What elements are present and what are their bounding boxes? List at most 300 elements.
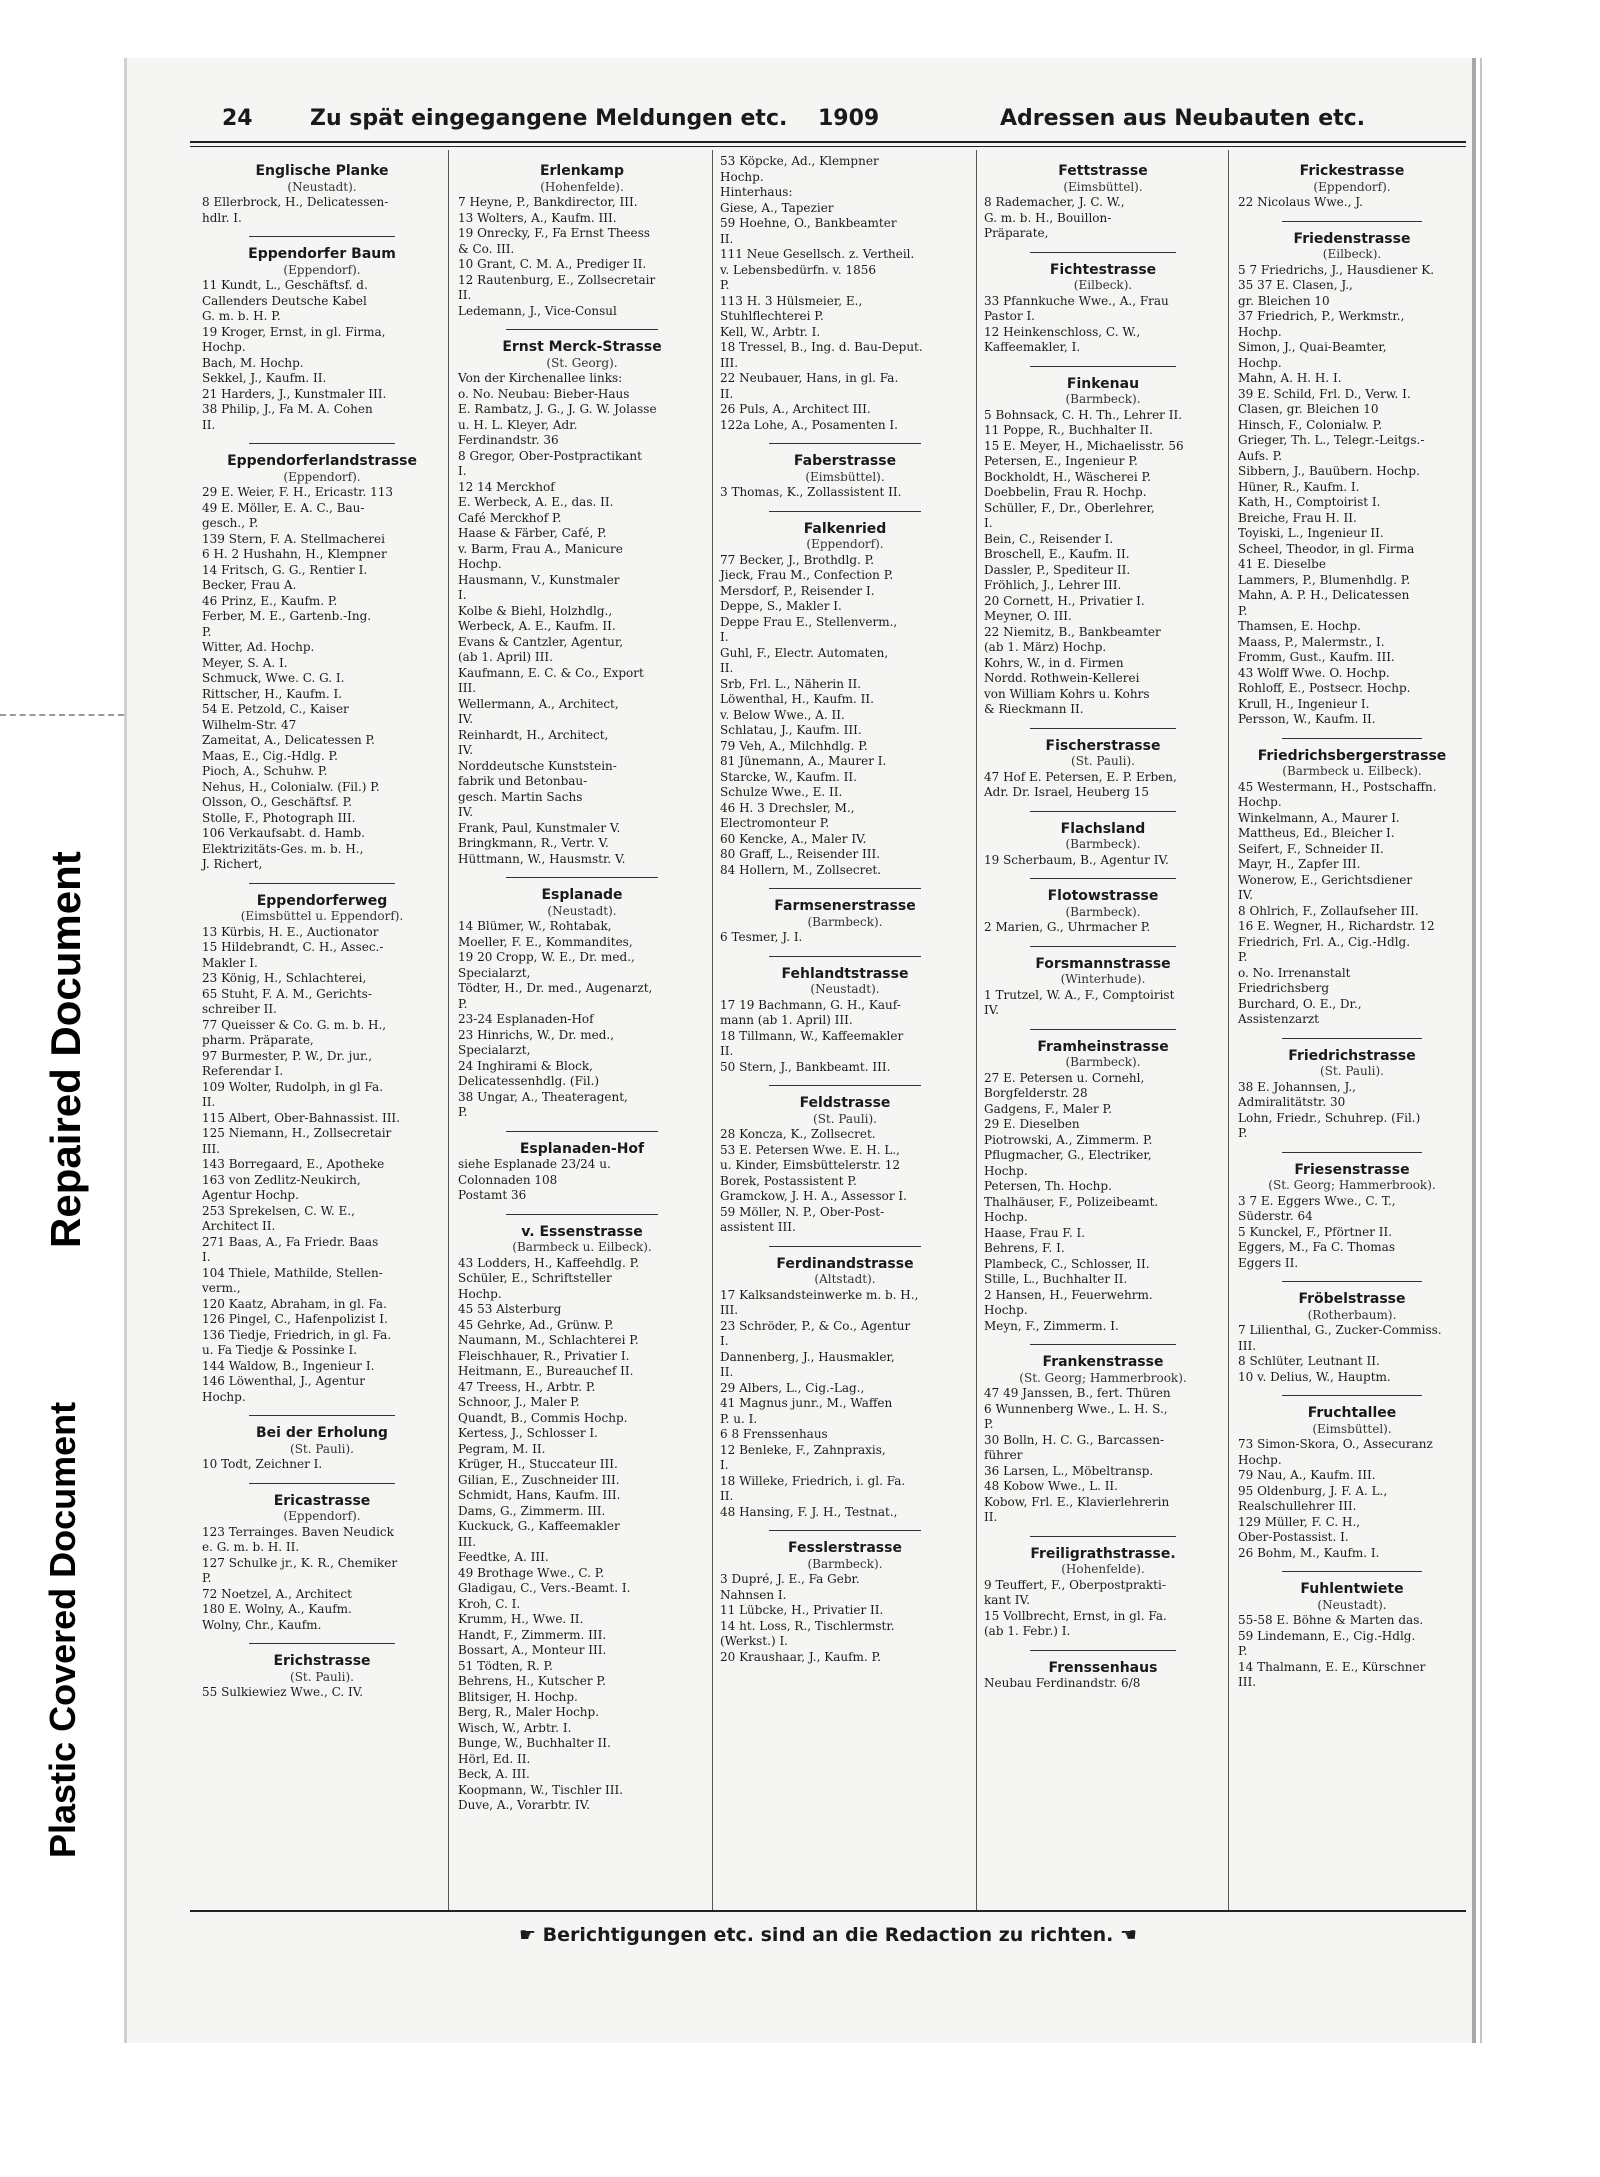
street-title: Finkenau (1066, 375, 1140, 392)
street-title: Friedrichstrasse (1288, 1047, 1416, 1064)
address-entry: 45 Gehrke, Ad., Grünw. P. (458, 1317, 614, 1332)
address-entry: P. (458, 996, 468, 1011)
address-entry: Hochp. (458, 557, 502, 571)
address-entry: Pegram, M. II. (458, 1441, 546, 1456)
address-entry: III. (720, 1303, 739, 1317)
address-entry: u. Fa Tiedje & Possinke I. (202, 1343, 358, 1357)
address-entry: Norddeutsche Kunststein- (458, 758, 617, 773)
address-entry: 35 37 E. Clasen, J., (1238, 278, 1353, 292)
address-entry: Café Merckhof P. (458, 510, 562, 525)
address-entry: Behrens, H., Kutscher P. (458, 1674, 606, 1688)
address-entry: 22 Neubauer, Hans, in gl. Fa. (720, 371, 899, 385)
section-divider (1030, 1344, 1175, 1345)
address-entry: Stolle, F., Photograph III. (202, 810, 356, 825)
address-entry: Neubau Ferdinandstr. 6/8 (984, 1676, 1141, 1690)
address-entry: 38 E. Johannsen, J., (1238, 1079, 1356, 1094)
address-entry: Realschullehrer III. (1238, 1499, 1357, 1513)
address-entry: Duve, A., Vorarbtr. IV. (458, 1798, 591, 1812)
address-entry: 14 Fritsch, G. G., Rentier I. (202, 562, 368, 577)
address-entry: Pastor I. (984, 309, 1035, 323)
district-label: (Neustadt). (810, 982, 880, 996)
address-entry: Tödter, H., Dr. med., Augenarzt, (458, 981, 653, 995)
column-divider (976, 150, 977, 1910)
address-entry: Delicatessenhdlg. (Fil.) (458, 1074, 600, 1088)
district-label: (Altstadt). (814, 1272, 876, 1286)
address-entry: 95 Oldenburg, J. F. A. L., (1238, 1483, 1388, 1498)
address-entry: 7 Heyne, P., Bankdirector, III. (458, 195, 638, 209)
address-entry: Gladigau, C., Vers.-Beamt. I. (458, 1581, 631, 1595)
address-entry: Hochp. (984, 1303, 1028, 1317)
address-entry: Hochp. (984, 1210, 1028, 1224)
address-entry: 12 Benleke, F., Zahnpraxis, (720, 1442, 886, 1457)
address-entry: 11 Lübcke, H., Privatier II. (720, 1603, 884, 1617)
street-title: Falkenried (803, 520, 887, 537)
cut-line (0, 714, 124, 716)
address-entry: 180 E. Wolny, A., Kaufm. (202, 1602, 352, 1616)
address-entry: & Co. III. (458, 241, 515, 256)
address-entry: Electromonteur P. (720, 816, 830, 830)
address-entry: kant IV. (984, 1593, 1030, 1607)
address-entry: 12 Heinkenschloss, C. W., (984, 324, 1141, 339)
address-entry: Beck, A. III. (458, 1767, 530, 1781)
district-label: (St. Georg; Hammerbrook). (1019, 1370, 1187, 1385)
address-entry: 33 Pfannkuche Wwe., A., Frau (984, 293, 1169, 308)
address-entry: Dassler, P., Spediteur II. (984, 562, 1131, 577)
address-entry: III. (458, 1534, 477, 1549)
address-entry: 123 Terrainges. Baven Neudick (202, 1524, 394, 1539)
section-divider (769, 511, 921, 512)
district-label: (Eppendorf). (806, 537, 884, 551)
address-entry: u. Kinder, Eimsbüttelerstr. 12 (720, 1158, 900, 1172)
address-entry: Wonerow, E., Gerichtsdiener (1238, 872, 1413, 887)
address-entry: e. G. m. b. H. II. (202, 1540, 300, 1554)
address-entry: 43 Wolff Wwe. O. Hochp. (1238, 665, 1390, 680)
footer-note (190, 1924, 1466, 1946)
address-entry: 9 Teuffert, F., Oberpostprakti- (984, 1577, 1166, 1592)
address-entry: 10 v. Delius, W., Hauptm. (1238, 1369, 1391, 1384)
address-entry: Rittscher, H., Kaufm. I. (202, 686, 343, 701)
address-entry: 2 Marien, G., Uhrmacher P. (984, 920, 1151, 934)
address-entry: Süderstr. 64 (1238, 1209, 1313, 1223)
street-title: Esplanaden-Hof (519, 1140, 645, 1157)
address-entry: Ferdinandstr. 36 (458, 433, 559, 447)
address-entry: hdlr. I. (202, 210, 242, 225)
address-entry: 48 Kobow Wwe., L. II. (984, 1479, 1118, 1493)
column-4 (982, 154, 1224, 1692)
column-3 (718, 154, 972, 1665)
address-entry: Winkelmann, A., Maurer I. (1238, 810, 1400, 825)
street-title: Friedrichsbergerstrasse (1257, 747, 1447, 764)
address-entry: P. u. I. (720, 1411, 758, 1426)
district-label: (Barmbeck). (807, 914, 883, 929)
address-entry: 19 Onrecky, F., Fa Ernst Theess (458, 226, 650, 240)
address-entry: 73 Simon-Skora, O., Assecuranz (1238, 1437, 1433, 1451)
address-entry: Elektrizitäts-Ges. m. b. H., (202, 841, 364, 856)
street-title: Ferdinandstrasse (776, 1255, 914, 1272)
address-entry: Bein, C., Reisender I. (984, 531, 1114, 546)
address-entry: Hinterhaus: (720, 185, 793, 199)
address-entry: 39 E. Schild, Frl. D., Verw. I. (1238, 386, 1411, 401)
address-entry: Bossart, A., Monteur III. (458, 1643, 607, 1657)
section-divider (769, 443, 921, 444)
section-divider (769, 1246, 921, 1247)
address-entry: 109 Wolter, Rudolph, in gl Fa. (202, 1079, 384, 1094)
address-entry: 45 Westermann, H., Postschaffn. (1238, 779, 1437, 794)
address-entry: II. (720, 386, 734, 401)
address-entry: 81 Jünemann, A., Maurer I. (720, 754, 887, 768)
street-title: Fischerstrasse (1045, 737, 1161, 754)
address-entry: III. (720, 355, 739, 370)
address-entry: Bockholdt, H., Wäscherei P. (984, 469, 1151, 484)
address-entry: 6 H. 2 Hushahn, H., Klempner (202, 547, 387, 561)
address-entry: o. No. Irrenanstalt (1238, 965, 1351, 980)
address-entry: Nordd. Rothwein-Kellerei (984, 671, 1140, 685)
address-entry: Stille, L., Buchhalter II. (984, 1272, 1128, 1286)
address-entry: P. (1238, 1126, 1248, 1140)
section-divider (249, 236, 395, 237)
address-entry: Kobow, Frl. E., Klavierlehrerin (984, 1494, 1170, 1509)
address-entry: 54 E. Petzold, C., Kaiser (202, 702, 349, 716)
address-entry: E. Rambatz, J. G., J. G. W. Jolasse (458, 402, 657, 416)
page-header (190, 98, 1470, 138)
address-entry: IV. (458, 743, 474, 757)
district-label: (Neustadt). (287, 179, 357, 194)
address-entry: Hüttmann, W., Hausmstr. V. (458, 851, 626, 866)
address-entry: Fleischhauer, R., Privatier I. (458, 1348, 630, 1363)
street-title: Erichstrasse (273, 1653, 371, 1669)
address-entry: Krüger, H., Stuccateur III. (458, 1457, 618, 1471)
address-entry: Sekkel, J., Kaufm. II. (202, 371, 327, 385)
address-entry: 79 Nau, A., Kaufm. III. (1238, 1468, 1376, 1482)
street-title: Fehlandtstrasse (781, 965, 909, 982)
address-entry: pharm. Präparate, (202, 1033, 314, 1047)
street-title: Framheinstrasse (1037, 1038, 1169, 1055)
street-title: Ernst Merck-Strasse (502, 339, 662, 355)
district-label: (Eppendorf). (1313, 179, 1391, 194)
address-entry: 6 Wunnenberg Wwe., L. H. S., (984, 1401, 1168, 1416)
section-divider (1030, 252, 1175, 253)
address-entry: 8 Schlüter, Leutnant II. (1238, 1354, 1380, 1368)
address-entry: Kaffeemakler, I. (984, 340, 1081, 354)
address-entry: Specialarzt, (458, 965, 531, 980)
address-entry: Hausmann, V., Kunstmaler (458, 572, 620, 587)
address-entry: 23 Schröder, P., & Co., Agentur (720, 1318, 911, 1333)
address-entry: G. m. b. H. P. (202, 309, 281, 323)
district-label: (St. Pauli). (813, 1111, 877, 1126)
address-entry: III. (1238, 1338, 1257, 1353)
address-entry: Haase & Färber, Café, P. (458, 526, 607, 540)
address-entry: Reinhardt, H., Architect, (458, 727, 609, 742)
address-entry: Callenders Deutsche Kabel (202, 293, 367, 308)
address-entry: IV. (458, 712, 474, 726)
address-entry: IV. (458, 805, 474, 819)
address-entry: Ferber, M. E., Gartenb.-Ing. (202, 609, 372, 623)
street-title: Freiligrathstrasse. (1030, 1545, 1176, 1562)
section-divider (249, 1483, 395, 1484)
section-divider (769, 1530, 921, 1531)
repaired-document-label: Repaired Document (42, 851, 89, 1248)
address-entry: IV. (1238, 888, 1254, 902)
district-label: (Barmbeck u. Eilbeck). (1282, 764, 1422, 778)
address-entry: 113 H. 3 Hülsmeier, E., (720, 293, 863, 308)
district-label: (Eimsbüttel u. Eppendorf). (240, 909, 404, 923)
column-divider (1228, 150, 1229, 1910)
address-entry: Kath, H., Comptoirist I. (1238, 495, 1381, 509)
address-entry: II. (202, 417, 216, 432)
address-entry: II. (720, 1489, 734, 1503)
street-title: Friedenstrasse (1293, 230, 1411, 247)
address-entry: 143 Borregaard, E., Apotheke (202, 1157, 385, 1171)
address-entry: Blitsiger, H. Hochp. (458, 1689, 578, 1704)
section-divider (1282, 1152, 1421, 1153)
address-entry: v. Lebensbedürfn. v. 1856 (720, 262, 876, 277)
address-entry: Thalhäuser, F., Polizeibeamt. (984, 1194, 1159, 1209)
section-divider (1282, 221, 1421, 222)
address-entry: Berg, R., Maler Hochp. (458, 1705, 600, 1719)
address-entry: 271 Baas, A., Fa Friedr. Baas (202, 1234, 379, 1249)
address-entry: 10 Grant, C. M. A., Prediger II. (458, 257, 647, 271)
address-entry: Toyiski, L., Ingenieur II. (1238, 526, 1384, 540)
street-title: Fesslerstrasse (788, 1540, 902, 1556)
address-entry: I. (720, 1334, 729, 1348)
district-label: (Barmbeck). (1065, 904, 1141, 919)
address-entry: 13 Wolters, A., Kaufm. III. (458, 210, 617, 225)
street-title: Eppendorferweg (256, 892, 388, 909)
address-entry: 43 Lodders, H., Kaffeehdlg. P. (458, 1255, 640, 1270)
footer-rule (190, 1910, 1466, 1912)
street-title: Farmsenerstrasse (774, 898, 916, 914)
address-entry: Dannenberg, J., Hausmakler, (720, 1349, 895, 1364)
address-entry: 41 E. Dieselbe (1238, 557, 1326, 571)
column-divider (712, 150, 713, 1910)
address-entry: 17 Kalksandsteinwerke m. b. H., (720, 1287, 919, 1302)
address-entry: 24 Inghirami & Block, (458, 1058, 593, 1073)
address-entry: fabrik und Betonbau- (458, 774, 588, 788)
address-entry: 144 Waldow, B., Ingenieur I. (202, 1358, 375, 1373)
address-entry: Friedrichsberg (1238, 981, 1330, 995)
street-title: Flotowstrasse (1047, 888, 1159, 904)
address-entry: Nahnsen I. (720, 1587, 787, 1602)
address-entry: Meyn, F., Zimmerm. I. (984, 1318, 1119, 1333)
address-entry: siehe Esplanade 23/24 u. (458, 1157, 611, 1171)
address-entry: Deppe, S., Makler I. (720, 599, 842, 613)
address-entry: Gadgens, F., Maler P. (984, 1101, 1113, 1116)
column-1 (200, 154, 444, 1701)
street-title: Feldstrasse (799, 1095, 891, 1111)
address-entry: Plambeck, C., Schlosser, II. (984, 1256, 1150, 1271)
address-entry: 14 Thalmann, E. E., Kürschner (1238, 1659, 1426, 1674)
address-entry: Kohrs, W., in d. Firmen (984, 655, 1124, 670)
address-entry: Fromm, Gust., Kaufm. III. (1238, 650, 1395, 664)
address-entry: Hochp. (984, 1163, 1028, 1178)
address-entry: Petersen, E., Ingenieur P. (984, 454, 1138, 468)
address-entry: Behrens, F. I. (984, 1241, 1065, 1255)
address-entry: Hochp. (1238, 355, 1282, 370)
address-entry: Kuckuck, G., Kaffeemakler (458, 1519, 620, 1533)
address-entry: Thamsen, E. Hochp. (1238, 619, 1361, 633)
address-entry: 253 Sprekelsen, C. W. E., (202, 1203, 355, 1218)
address-entry: 21 Harders, J., Kunstmaler III. (202, 386, 387, 401)
address-entry: I. (458, 464, 467, 478)
address-entry: Rohloff, E., Postsecr. Hochp. (1238, 681, 1411, 695)
address-entry: Feedtke, A. III. (458, 1550, 549, 1564)
address-entry: Stuhlflechterei P. (720, 309, 824, 323)
address-entry: 2 Hansen, H., Feuerwehrm. (984, 1287, 1153, 1302)
address-entry: 15 Vollbrecht, Ernst, in gl. Fa. (984, 1608, 1167, 1623)
section-divider (1030, 1029, 1175, 1030)
address-entry: verm., (202, 1281, 241, 1295)
address-entry: 7 Lilienthal, G., Zucker-Commiss. (1238, 1323, 1442, 1337)
address-entry: Hörl, Ed. II. (458, 1751, 531, 1766)
address-entry: Maass, P., Malermstr., I. (1238, 634, 1385, 649)
address-entry: Hochp. (1238, 1452, 1282, 1467)
address-entry: 3 7 E. Eggers Wwe., C. T., (1238, 1193, 1396, 1208)
address-entry: 36 Larsen, L., Möbeltransp. (984, 1463, 1154, 1478)
address-entry: P. (202, 1571, 212, 1585)
address-entry: v. Barm, Frau A., Manicure (458, 541, 623, 556)
address-entry: Dams, G., Zimmerm. III. (458, 1503, 606, 1518)
address-entry: 122a Lohe, A., Posamenten I. (720, 417, 898, 432)
address-entry: Hüner, R., Kaufm. I. (1238, 479, 1360, 494)
column-divider (448, 150, 449, 1910)
address-entry: P. (720, 278, 730, 292)
address-entry: Hinsch, F., Colonialw. P. (1238, 417, 1383, 432)
address-entry: gesch. Martin Sachs (458, 789, 583, 804)
address-entry: Sibbern, J., Bauübern. Hochp. (1238, 464, 1420, 478)
address-entry: 12 14 Merckhof (458, 479, 555, 494)
address-entry: Mahn, A. H. H. I. (1238, 371, 1342, 385)
address-entry: 18 Tressel, B., Ing. d. Bau-Deput. (720, 340, 923, 354)
address-entry: 29 Albers, L., Cig.-Lag., (720, 1380, 865, 1395)
page-edge-shadow (1480, 58, 1482, 2043)
address-entry: Jieck, Frau M., Confection P. (720, 568, 894, 582)
pointing-hand-icon: ☛ (518, 1924, 543, 1946)
address-entry: Hochp. (1238, 324, 1282, 339)
section-divider (506, 877, 657, 878)
district-label: (Neustadt). (1317, 1597, 1387, 1612)
address-entry: 22 Niemitz, B., Bankbeamter (984, 624, 1161, 639)
section-divider (1030, 946, 1175, 947)
district-label: (St. Pauli). (1320, 1064, 1384, 1078)
district-label: (Barmbeck). (1065, 1055, 1141, 1069)
address-entry: 6 Tesmer, J. I. (720, 930, 803, 944)
address-entry: 5 Kunckel, F., Pförtner II. (1238, 1224, 1393, 1239)
address-entry: Zameitat, A., Delicatessen P. (202, 733, 375, 747)
address-entry: Bunge, W., Buchhalter II. (458, 1736, 611, 1750)
address-entry: Naumann, M., Schlachterei P. (458, 1333, 639, 1347)
street-title: Frankenstrasse (1042, 1354, 1164, 1370)
address-entry: Referendar I. (202, 1064, 284, 1078)
address-entry: 51 Tödten, R. P. (458, 1658, 553, 1673)
section-divider (1282, 1281, 1421, 1282)
address-entry: 59 Lindemann, E., Cig.-Hdlg. (1238, 1628, 1416, 1643)
address-entry: Bach, M. Hochp. (202, 355, 304, 370)
district-label: (St. Pauli). (290, 1669, 354, 1684)
address-entry: 45 53 Alsterburg (458, 1302, 562, 1316)
district-label: (Eimsbüttel). (805, 469, 885, 484)
address-entry: führer (984, 1448, 1023, 1462)
address-entry: 20 Cornett, H., Privatier I. (984, 593, 1145, 608)
address-entry: gr. Bleichen 10 (1238, 293, 1330, 308)
address-entry: Lammers, P., Blumenhdlg. P. (1238, 572, 1411, 587)
address-entry: Friedrich, Frl. A., Cig.-Hdlg. (1238, 934, 1411, 949)
address-entry: III. (458, 681, 477, 695)
address-entry: Kaufmann, E. C. & Co., Export (458, 665, 644, 680)
address-entry: Guhl, F., Electr. Automaten, (720, 645, 889, 660)
address-entry: 30 Bolln, H. C. G., Barcassen- (984, 1432, 1165, 1447)
address-entry: P. (1238, 950, 1248, 964)
address-entry: 17 19 Bachmann, G. H., Kauf- (720, 997, 901, 1012)
address-entry: Kroh, C. I. (458, 1596, 521, 1611)
street-title: Flachsland (1060, 820, 1146, 837)
address-entry: Agentur Hochp. (202, 1188, 299, 1202)
address-entry: III. (1238, 1675, 1257, 1689)
address-entry: Makler I. (202, 955, 258, 970)
address-entry: J. Richert, (202, 857, 263, 871)
header-year: 1909 (818, 106, 880, 131)
district-label: (St. Pauli). (290, 1441, 354, 1456)
address-entry: Srb, Frl. L., Näherin II. (720, 676, 862, 691)
district-label: (Eppendorf). (283, 469, 361, 484)
address-entry: 47 Treess, H., Arbtr. P. (458, 1379, 596, 1394)
district-label: (Eppendorf). (283, 262, 361, 277)
address-entry: II. (720, 231, 734, 246)
district-label: (St. Georg; Hammerbrook). (1268, 1178, 1436, 1192)
address-entry: 16 E. Wegner, H., Richardstr. 12 (1238, 919, 1435, 933)
district-label: (Barmbeck). (807, 1556, 883, 1571)
section-divider (249, 1643, 395, 1644)
section-divider (1282, 738, 1421, 739)
address-entry: Handt, F., Zimmerm. III. (458, 1627, 607, 1642)
address-entry: Moeller, F. E., Kommandites, (458, 934, 633, 949)
street-title: Eppendorfer Baum (248, 246, 396, 262)
address-entry: 20 Kraushaar, J., Kaufm. P. (720, 1649, 881, 1664)
street-title: Erlenkamp (539, 163, 625, 179)
address-entry: P. (458, 1105, 468, 1119)
address-entry: 104 Thiele, Mathilde, Stellen- (202, 1265, 383, 1280)
address-entry: 106 Verkaufsabt. d. Hamb. (202, 826, 365, 840)
address-entry: Frank, Paul, Kunstmaler V. (458, 820, 621, 835)
street-title: Frickestrasse (1299, 163, 1405, 179)
address-entry: P. (984, 1417, 994, 1431)
address-entry: & Rieckmann II. (984, 702, 1084, 716)
address-entry: II. (720, 1365, 734, 1379)
address-entry: 27 E. Petersen u. Cornehl, (984, 1070, 1145, 1085)
address-entry: Kertess, J., Schlosser I. (458, 1426, 598, 1440)
address-entry: 29 E. Weier, F. H., Ericastr. 113 (202, 485, 394, 499)
street-title: Esplanade (541, 887, 623, 903)
address-entry: Postamt 36 (458, 1188, 527, 1202)
address-entry: Giese, A., Tapezier (720, 200, 834, 215)
address-entry: 49 E. Möller, E. A. C., Bau- (202, 500, 365, 515)
section-divider (249, 883, 395, 884)
address-entry: (Werkst.) I. (720, 1634, 788, 1648)
street-title: Frenssenhaus (1048, 1659, 1158, 1676)
address-entry: Hochp. (202, 1389, 246, 1404)
section-divider (1030, 728, 1175, 729)
address-entry: 38 Philip, J., Fa M. A. Cohen (202, 402, 373, 416)
district-label: (St. Pauli). (1071, 754, 1135, 768)
address-entry: I. (202, 1250, 211, 1264)
section-divider (249, 443, 395, 444)
page-number: 24 (222, 106, 253, 131)
address-entry: Borgfelderstr. 28 (984, 1086, 1088, 1100)
address-entry: Krumm, H., Wwe. II. (458, 1612, 584, 1626)
address-entry: Kolbe & Biehl, Holzhdlg., (458, 603, 613, 618)
address-entry: 8 Ohlrich, F., Zollaufseher III. (1238, 903, 1419, 918)
district-label: (Eimsbüttel). (1312, 1421, 1392, 1436)
address-entry: 163 von Zedlitz-Neukirch, (202, 1172, 361, 1187)
